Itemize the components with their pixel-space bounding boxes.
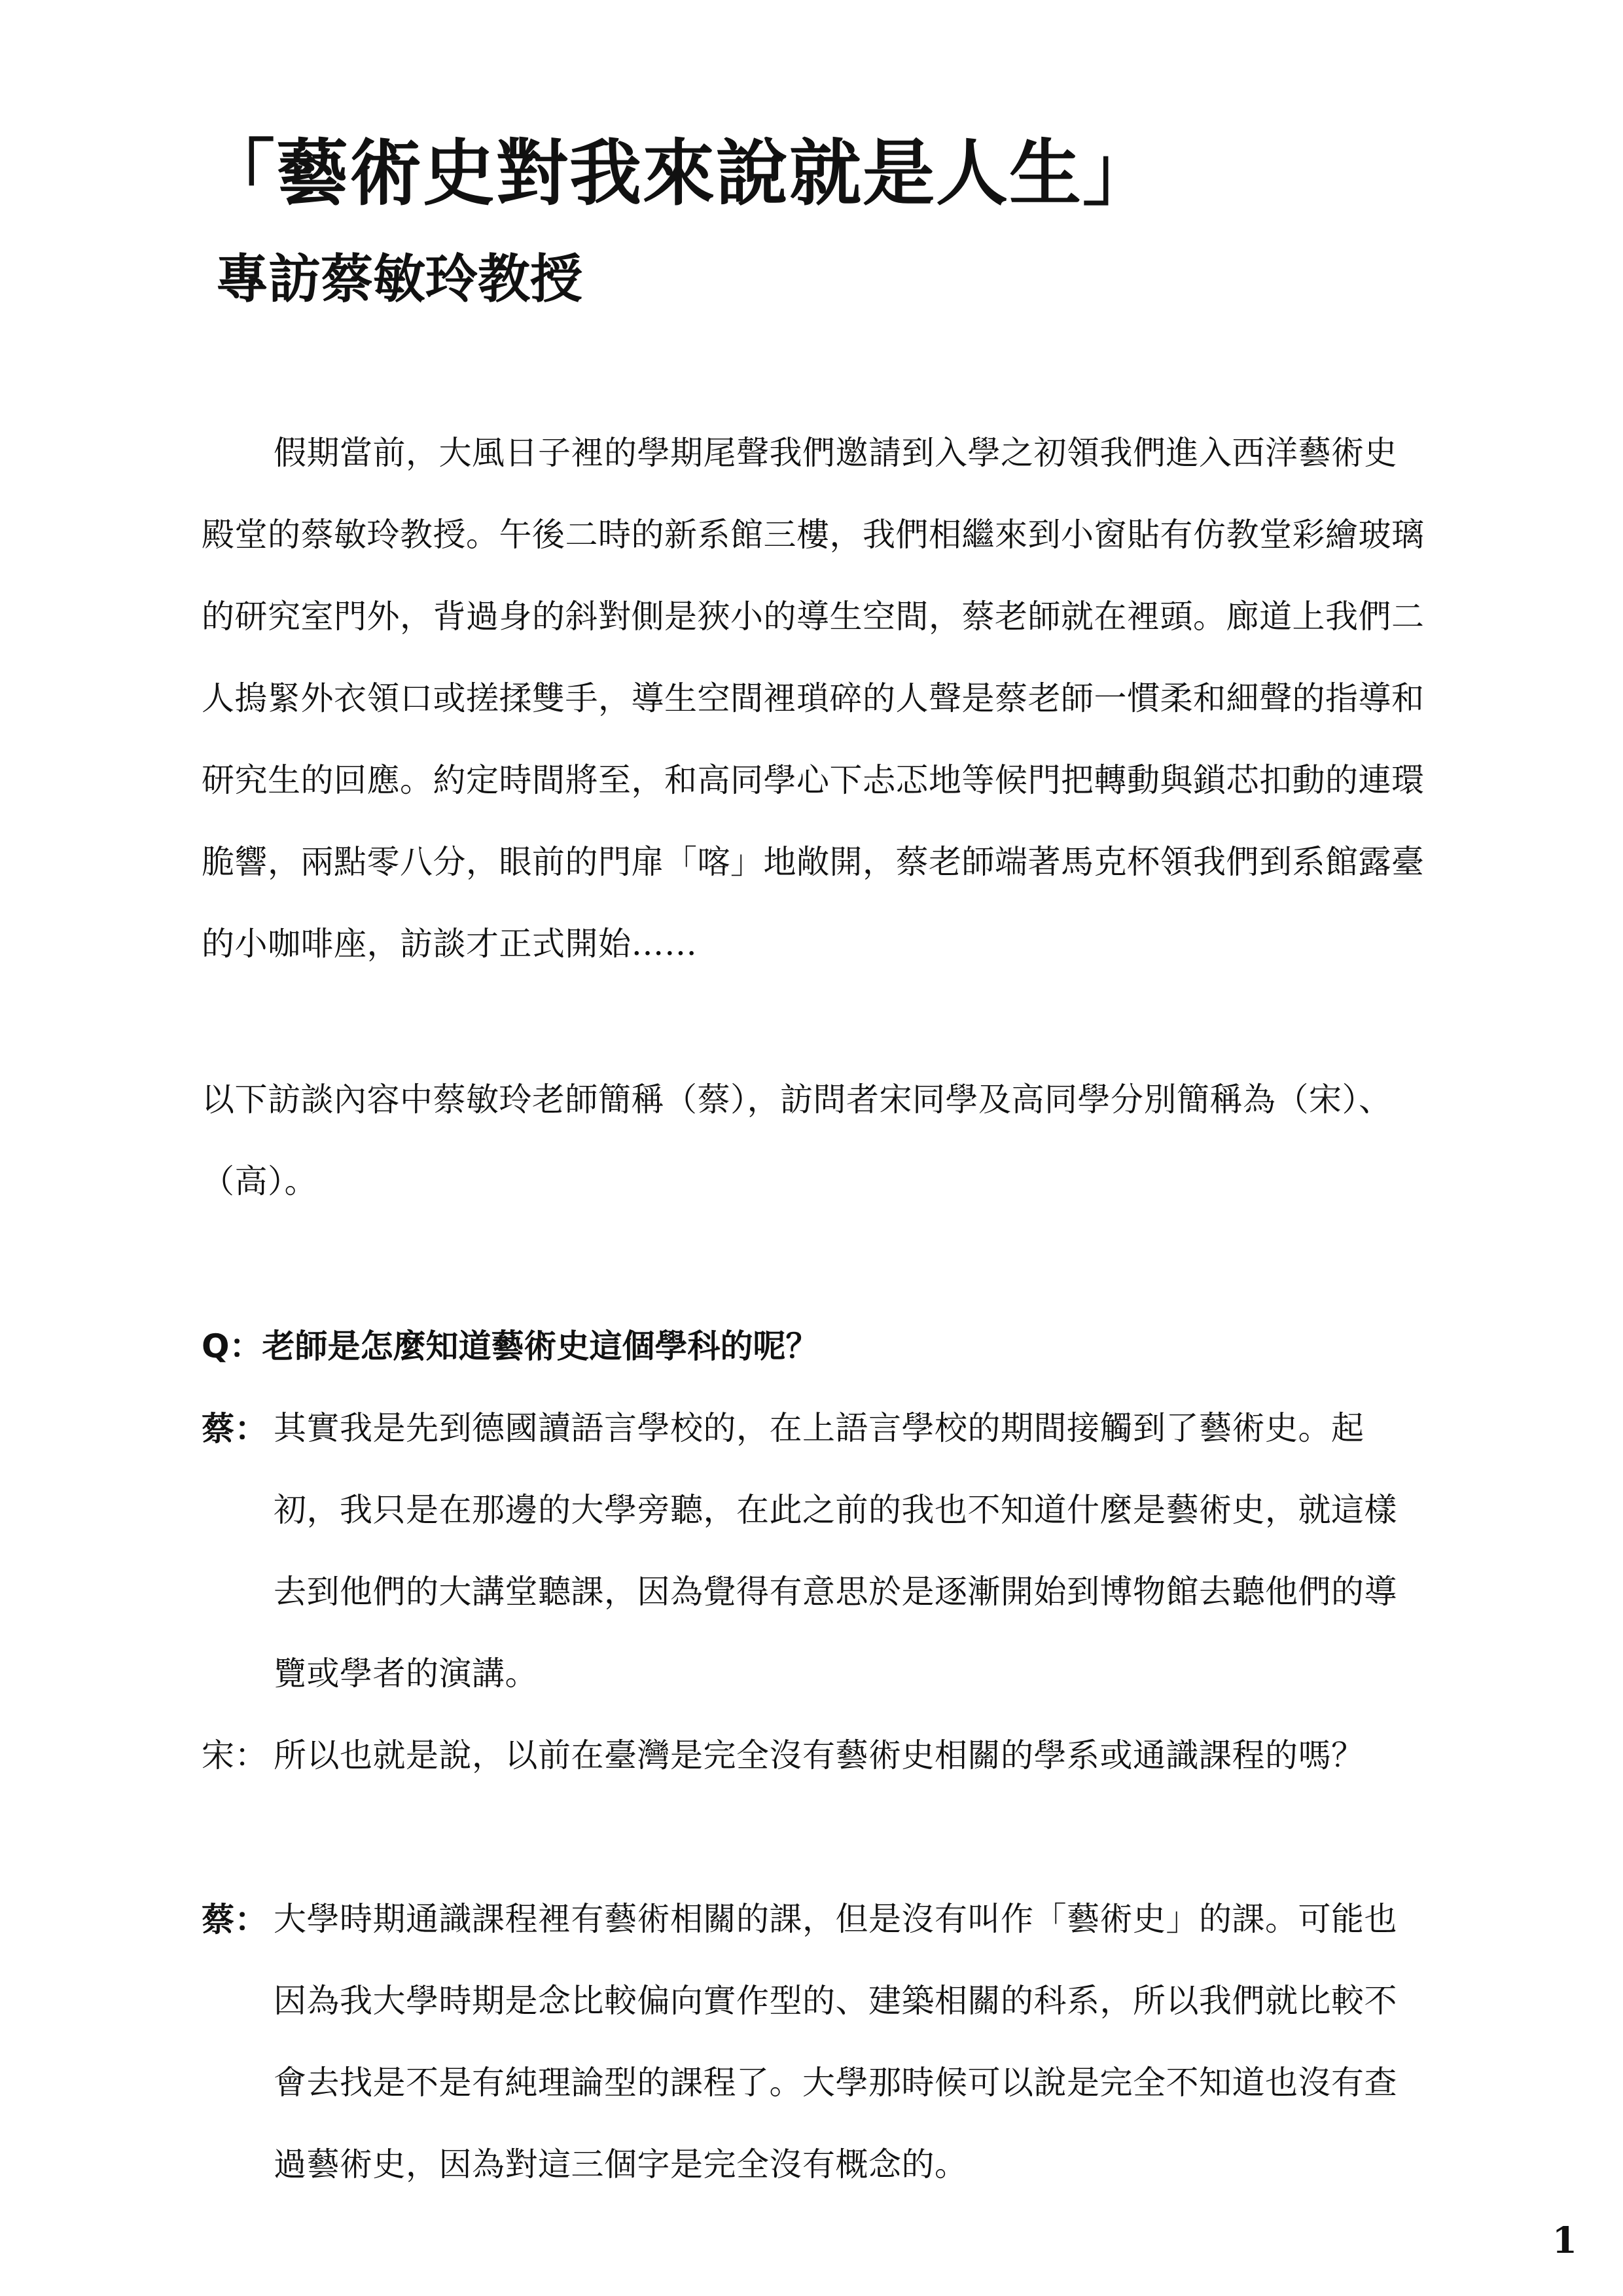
abbreviation-note: 以下訪談內容中蔡敏玲老師簡稱（蔡），訪問者宋同學及高同學分別簡稱為（宋）、（高）。 [202,1081,1392,1200]
article-subtitle: 專訪蔡敏玲教授 [216,249,582,310]
speaker-label: 蔡： [202,1409,268,1448]
dialog-text: 所以也就是說，以前在臺灣是完全沒有藝術史相關的學系或通識課程的嗎？ [274,1736,1364,1774]
intro-paragraph: 假期當前，大風日子裡的學期尾聲我們邀請到入學之初領我們進入西洋藝術史殿堂的蔡敏玲教授。午後二時的新系館三樓，我們相繼來到小窗貼有仿教堂彩繪玻璃的研究室門外，背過身的斜對側是狹小的導生空間，蔡老師就在裡頭。廊道上我們二人摀緊外衣領口或搓揉雙手，導生空間裡瑣碎的人聲是蔡老師一慣柔和細聲的指導和研究生的回應。約定時間將至，和高同學心下忐忑地等候門把轉動與鎖芯扣動的連環脆響，兩點零八分，眼前的門扉「喀」地敞開，蔡老師端著馬克杯領我們到系館露臺的小咖啡座，訪談才正式開始…… [202,434,1425,963]
article-title: 「藝術史對我來說就是人生」 [203,132,1156,215]
dialog-entry [202,1878,1425,2206]
interview-question: Q：老師是怎麼知道藝術史這個學科的呢？ [202,1327,819,1365]
dialog-entry [202,1715,1425,1797]
page-number: 1 [1552,2219,1577,2261]
speaker-label: 蔡： [202,1900,268,1939]
dialog-entry [202,1388,1425,1715]
speaker-label: 宋： [202,1736,268,1774]
dialog-text: 其實我是先到德國讀語言學校的，在上語言學校的期間接觸到了藝術史。起初，我只是在那邊的大學旁聽，在此之前的我也不知道什麼是藝術史，就這樣去到他們的大講堂聽課，因為覺得有意思於是逐漸開始到博物館去聽他們的導覽或學者的演講。 [274,1409,1397,1693]
dialog-text: 大學時期通識課程裡有藝術相關的課，但是沒有叫作「藝術史」的課。可能也因為我大學時期是念比較偏向實作型的、建築相關的科系，所以我們就比較不會去找是不是有純理論型的課程了。大學那時候可以說是完全不知道也沒有查過藝術史，因為對這三個字是完全沒有概念的。 [274,1900,1397,2183]
